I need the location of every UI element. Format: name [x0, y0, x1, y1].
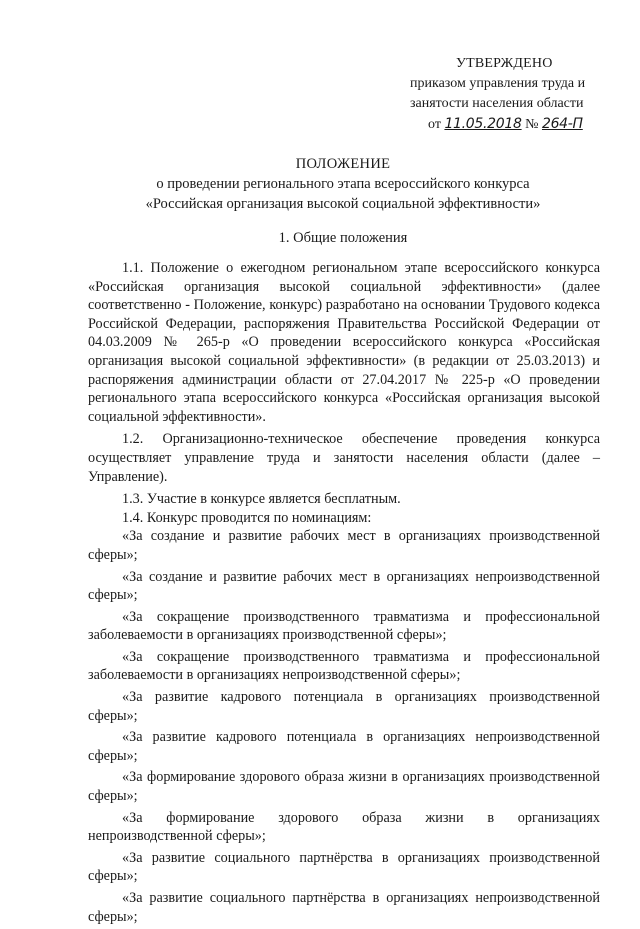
- document-body: [88, 259, 600, 929]
- order-number-handwritten: 264-П: [541, 116, 583, 132]
- section-heading: 1. Общие положения: [278, 230, 408, 246]
- nomination-item: «За развитие кадрового потенциала в организациях непроизводственной сферы»;: [88, 729, 600, 764]
- nomination-item: «За формирование здорового образа жизни в организациях непроизводственной сферы»;: [88, 809, 600, 845]
- approved-label: УТВЕРЖДЕНО: [456, 56, 553, 71]
- nomination-item: «За сокращение производственного травматизма и профессиональной заболеваемости в организациях производственной сферы»;: [88, 608, 600, 644]
- document-subtitle-1: о проведении регионального этапа всероссийского конкурса: [156, 176, 530, 192]
- approval-stamp: [410, 54, 610, 135]
- order-number-sign: №: [525, 117, 539, 132]
- document-title: ПОЛОЖЕНИЕ: [295, 156, 391, 172]
- nomination-item: «За развитие кадрового потенциала в организациях производственной сферы»;: [88, 689, 600, 724]
- paragraph-1-3: 1.3. Участие в конкурсе является бесплатным.: [122, 491, 401, 508]
- paragraph-1-2: 1.2. Организационно-техническое обеспечение проведения конкурса осуществляет управление труда и занятости населения области (далее – Управление).: [88, 431, 600, 485]
- document-title-block: [88, 154, 598, 214]
- approval-order-line: [410, 114, 610, 135]
- paragraph-1-1: 1.1. Положение о ежегодном региональном этапе всероссийского конкурса «Российская организация высокой социальной эффективности» (далее соответственно - Положение, конкурс) разработано на основании Трудового кодекса Российской Федерации, распоряжения Правительства Российской Федерации от 04.03.2009 № 265-р «О проведении всероссийского конкурса «Российская организация высокой социальной эффективности» (в редакции от 25.03.2013) и распоряжения администрации области от 27.04.2017 № 225-р «О проведении регионального этапа всероссийского конкурса «Российская организация высокой социальной эффективности».: [88, 260, 600, 425]
- nomination-item: «За создание и развитие рабочих мест в организациях непроизводственной сферы»;: [88, 568, 600, 604]
- nomination-item: «За развитие социального партнёрства в организациях производственной сферы»;: [88, 849, 600, 885]
- nomination-item: «За формирование здорового образа жизни в организациях производственной сферы»;: [88, 769, 600, 805]
- document-subtitle-2: «Российская организация высокой социальной эффективности»: [145, 196, 541, 212]
- nomination-item: «За создание и развитие рабочих мест в организациях производственной сферы»;: [88, 528, 600, 563]
- paragraph-1-4: 1.4. Конкурс проводится по номинациям:: [122, 509, 372, 526]
- nomination-item: «За развитие социального партнёрства в организациях непроизводственной сферы»;: [88, 890, 600, 925]
- approval-line-2: занятости населения области: [410, 96, 584, 111]
- approval-line-1: приказом управления труда и: [410, 76, 586, 91]
- order-prefix: от: [428, 117, 441, 132]
- order-date-handwritten: 11.05.2018: [444, 116, 522, 132]
- nomination-item: «За сокращение производственного травматизма и профессиональной заболеваемости в организациях непроизводственной сферы»;: [88, 648, 600, 684]
